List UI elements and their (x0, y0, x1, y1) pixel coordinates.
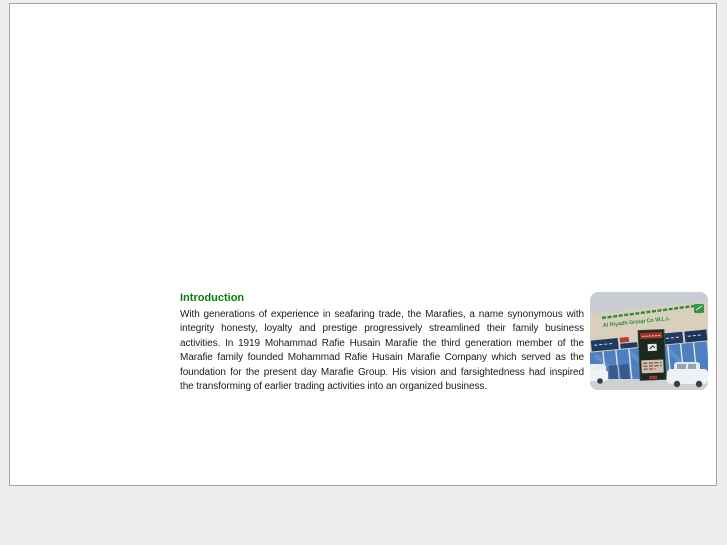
building-photo-graphic (590, 292, 708, 390)
paragraph-line: With generations of experience in seafaring trade, the Marafies, a name synonymous with (180, 309, 584, 320)
content-panel (9, 3, 717, 486)
paragraph-line: the transforming of earlier trading activities into an organized business. (180, 381, 488, 393)
paragraph-line: foundation for the present day Marafie Group. His vision and farsightedness had inspired (180, 366, 584, 378)
car-left (590, 364, 608, 384)
building-photo (590, 292, 708, 390)
introduction-heading: Introduction (180, 292, 245, 304)
paragraph-line: integrity honesty, loyalty and prestige progressively streamlined their family business (180, 323, 584, 335)
introduction-paragraph (180, 308, 584, 394)
paragraph-line: activities. In 1919 Mohammad Rafie Husain Marafie the third generation member of the (180, 337, 584, 349)
introduction-section (180, 292, 708, 394)
building-sign-text: Al Riyadh Group Co W.L.L (602, 316, 670, 329)
signboard (638, 329, 666, 380)
introduction-text-block (180, 292, 584, 394)
paragraph-line: Marafie family founded Mohammad Rafie Husain Marafie Company which served as the (180, 352, 584, 364)
